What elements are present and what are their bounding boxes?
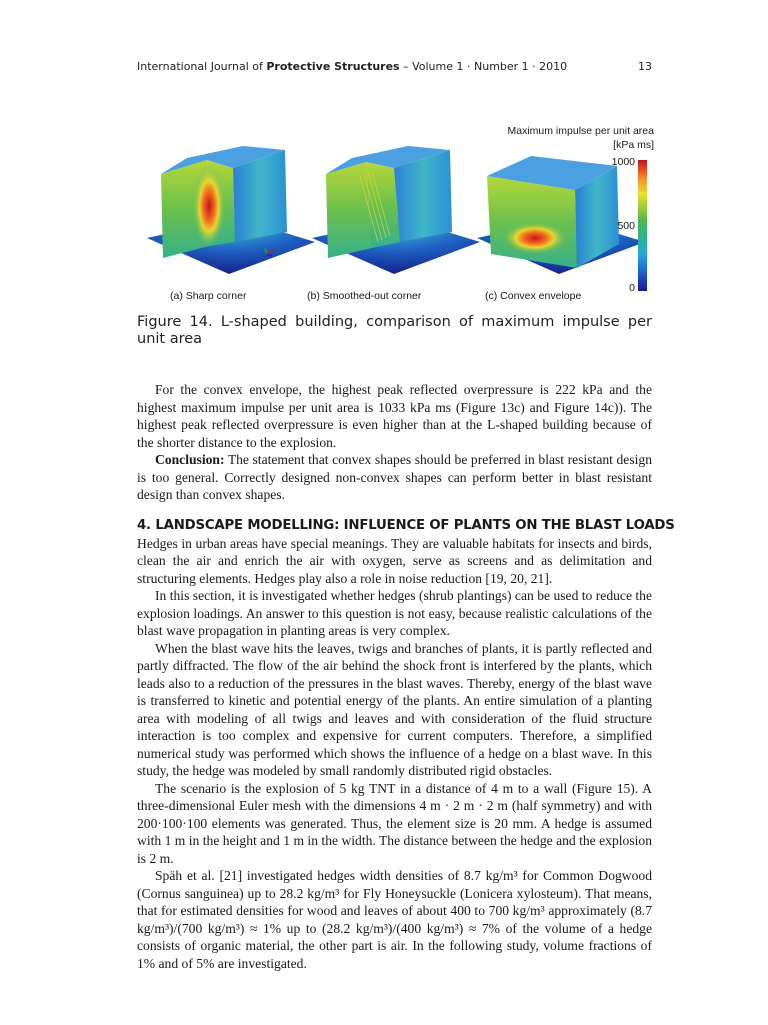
paragraph: In this section, it is investigated whether hedges (shrub plantings) can be used to reduce the explosion loadings. An answer to this question is not easy, because realistic calculations of the blast wave propagation in planting areas is very complex. — [137, 588, 652, 638]
figure-14 — [137, 124, 657, 314]
colorbar-tick-1000: 1000 — [611, 156, 635, 168]
panel-a-label: (a) Sharp corner — [170, 290, 247, 302]
paragraph: Hedges in urban areas have special meanings. They are valuable habitats for insects and birds, clean the air and enrich the air with oxygen, serve as screens and as delimitation and structuring elements. Hedges play also a role in noise reduction [19, 20, 21]. — [137, 535, 652, 586]
paragraph: The scenario is the explosion of 5 kg TNT in a distance of 4 m to a wall (Figure 15). A three-dimensional Euler mesh with the dimensions 4 m · 2 m · 2 m (half symmetry) and with 200·100·100 elements was generated. Thus, the element size is 20 mm. A hedge is assumed with 1 m in the height and 1 m in the width. The distance between the hedge and the explosion is 2 m. — [137, 780, 652, 866]
panel-a-image — [147, 146, 315, 276]
journal-title: International Journal of Protective Structures – Volume 1 · Number 1 · 2010 — [137, 60, 568, 73]
panel-b-image — [312, 146, 480, 276]
colorbar-title: Maximum impulse per unit area [kPa ms] — [507, 125, 654, 151]
page-number: 13 — [638, 60, 652, 73]
colorbar-tick-0: 0 — [629, 282, 635, 294]
panel-c-label: (c) Convex envelope — [485, 290, 582, 302]
colorbar-tick-500: 500 — [617, 220, 635, 232]
paragraph: When the blast wave hits the leaves, twigs and branches of plants, it is partly reflected and partly diffracted. The flow of the air behind the shock front is interfered by the plants, which leads also to a reduction of the pressures in the blast waves. Thereby, energy of the blast wave is transferred to kinetic and potential energy of the plants. An entire simulation of a planting area with modeling of all twigs and leaves and with consideration of the fluid structure interaction is too complex and expensive for current computers. Therefore, a simplified numerical study was performed which shows the influence of a hedge on a blast wave. In this study, the hedge was modeled by small randomly distributed rigid obstacles. — [137, 640, 652, 778]
paragraph: Späh et al. [21] investigated hedges width densities of 8.7 kg/m³ for Common Dogwood (Cornus sanguinea) up to 28.2 kg/m³ for Fly Honeysuckle (Lonicera xylosteum). That means, that for estimated densities for wood and leaves of about 400 to 700 kg/m³ approximately (8.7 kg/m³)/(700 kg/m³) ≈ 1% up to (28.2 kg/m³)/(400 kg/m³) ≈ 7% of the volume of a hedge consists of organic material, the other part is air. In the following study, volume fractions of 1% and of 5% are investigated. — [137, 868, 652, 971]
colorbar — [638, 160, 647, 291]
panel-b-label: (b) Smoothed-out corner — [307, 290, 422, 302]
paragraph: For the convex envelope, the highest peak reflected overpressure is 222 kPa and the highest maximum impulse per unit area is 1033 kPa ms (Figure 13c) and Figure 14c)). The highest peak reflected overpressure is even higher than at the L-shaped building because of the shorter distance to the explosion. — [137, 382, 652, 450]
body-text — [137, 381, 675, 972]
section-heading: 4. LANDSCAPE MODELLING: INFLUENCE OF PLANTS ON THE BLAST LOADS — [137, 517, 675, 533]
paragraph-conclusion: Conclusion: The statement that convex shapes should be preferred in blast resistant design is too general. Correctly designed non-convex shapes can perform better in blast resistant design than convex shapes. — [137, 452, 652, 502]
figure-caption: Figure 14. L-shaped building, comparison of maximum impulse per unit area — [137, 314, 652, 347]
